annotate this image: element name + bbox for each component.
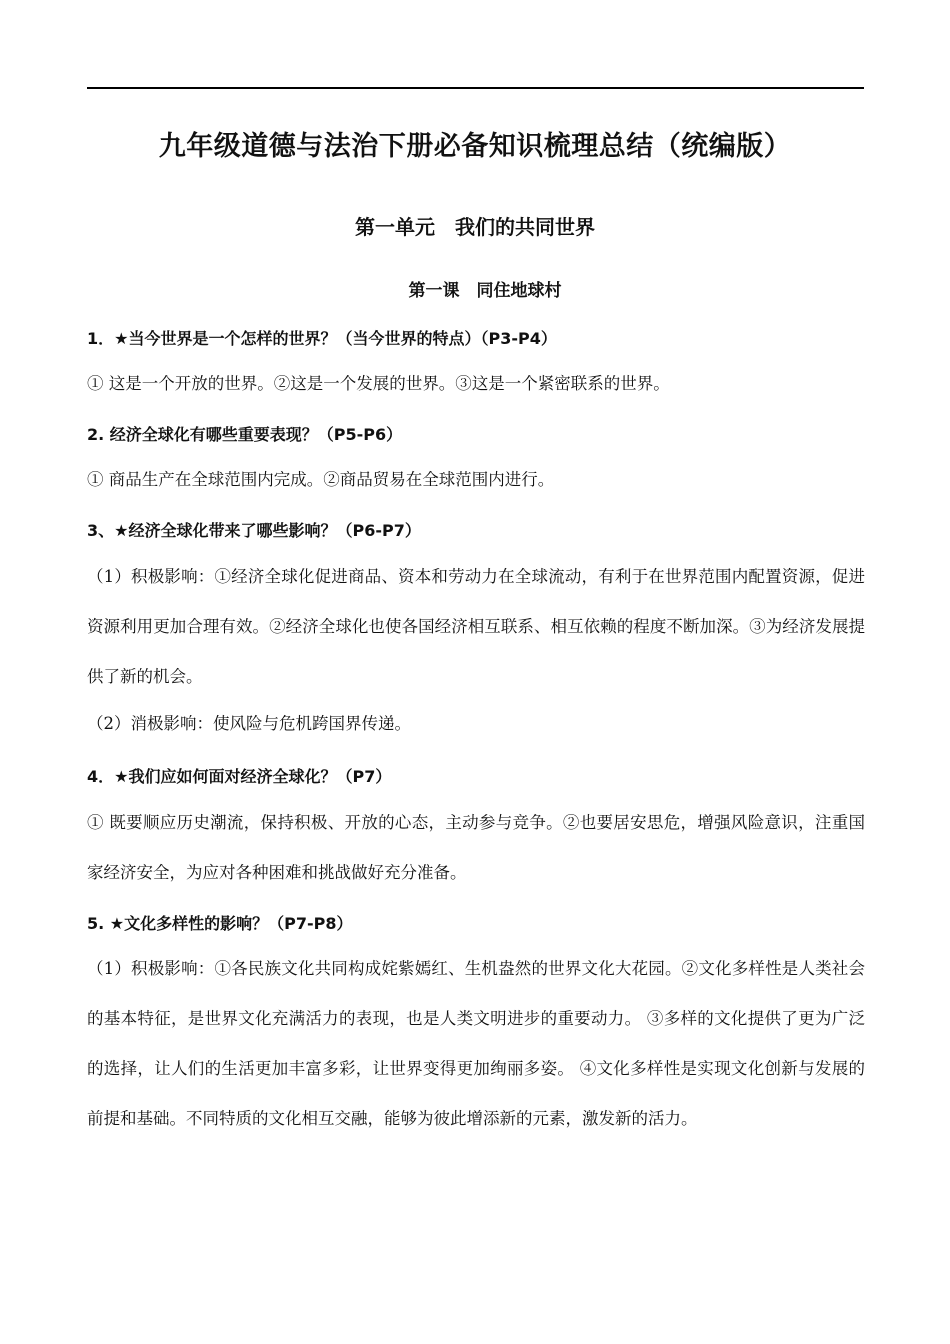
question-4: 4．★我们应如何面对经济全球化？（P7）	[87, 767, 392, 786]
question-2: 2. 经济全球化有哪些重要表现？（P5-P6）	[87, 425, 403, 444]
answer-1: ① 这是一个开放的世界。②这是一个发展的世界。③这是一个紧密联系的世界。	[87, 374, 670, 393]
document-title: 九年级道德与法治下册必备知识梳理总结（统编版）	[158, 131, 792, 162]
answer-4: ① 既要顺应历史潮流，保持积极、开放的心态，主动参与竞争。②也要居安思危，增强风险意识，注重国家经济安全，为应对各种困难和挑战做好充分准备。	[87, 813, 865, 882]
answer-3-positive: （1）积极影响：①经济全球化促进商品、资本和劳动力在全球流动，有利于在世界范围内配置资源，促进资源利用更加合理有效。②经济全球化也使各国经济相互联系、相互依赖的程度不断加深。③为经济发展提供了新的机会。	[87, 567, 865, 686]
answer-5-positive: （1）积极影响：①各民族文化共同构成姹紫嫣红、生机盎然的世界文化大花园。②文化多样性是人类社会的基本特征，是世界文化充满活力的表现，也是人类文明进步的重要动力。 ③多样的文化提供了更为广泛的选择，让人们的生活更加丰富多彩，让世界变得更加绚丽多姿。 ④文化多样性是实现文化创新与发展的前提和基础。不同特质的文化相互交融，能够为彼此增添新的元素，激发新的活力。	[87, 959, 865, 1128]
question-5: 5. ★文化多样性的影响？（P7-P8）	[87, 914, 353, 933]
answer-3-negative: （2）消极影响：使风险与危机跨国界传递。	[87, 714, 411, 733]
header-rule	[87, 87, 864, 89]
question-1: 1．★当今世界是一个怎样的世界？（当今世界的特点）（P3-P4）	[87, 329, 557, 348]
lesson-title: 第一课 同住地球村	[408, 281, 562, 301]
unit-title: 第一单元 我们的共同世界	[355, 215, 595, 239]
question-3: 3、★经济全球化带来了哪些影响？（P6-P7）	[87, 521, 421, 540]
answer-2: ① 商品生产在全球范围内完成。②商品贸易在全球范围内进行。	[87, 470, 555, 489]
